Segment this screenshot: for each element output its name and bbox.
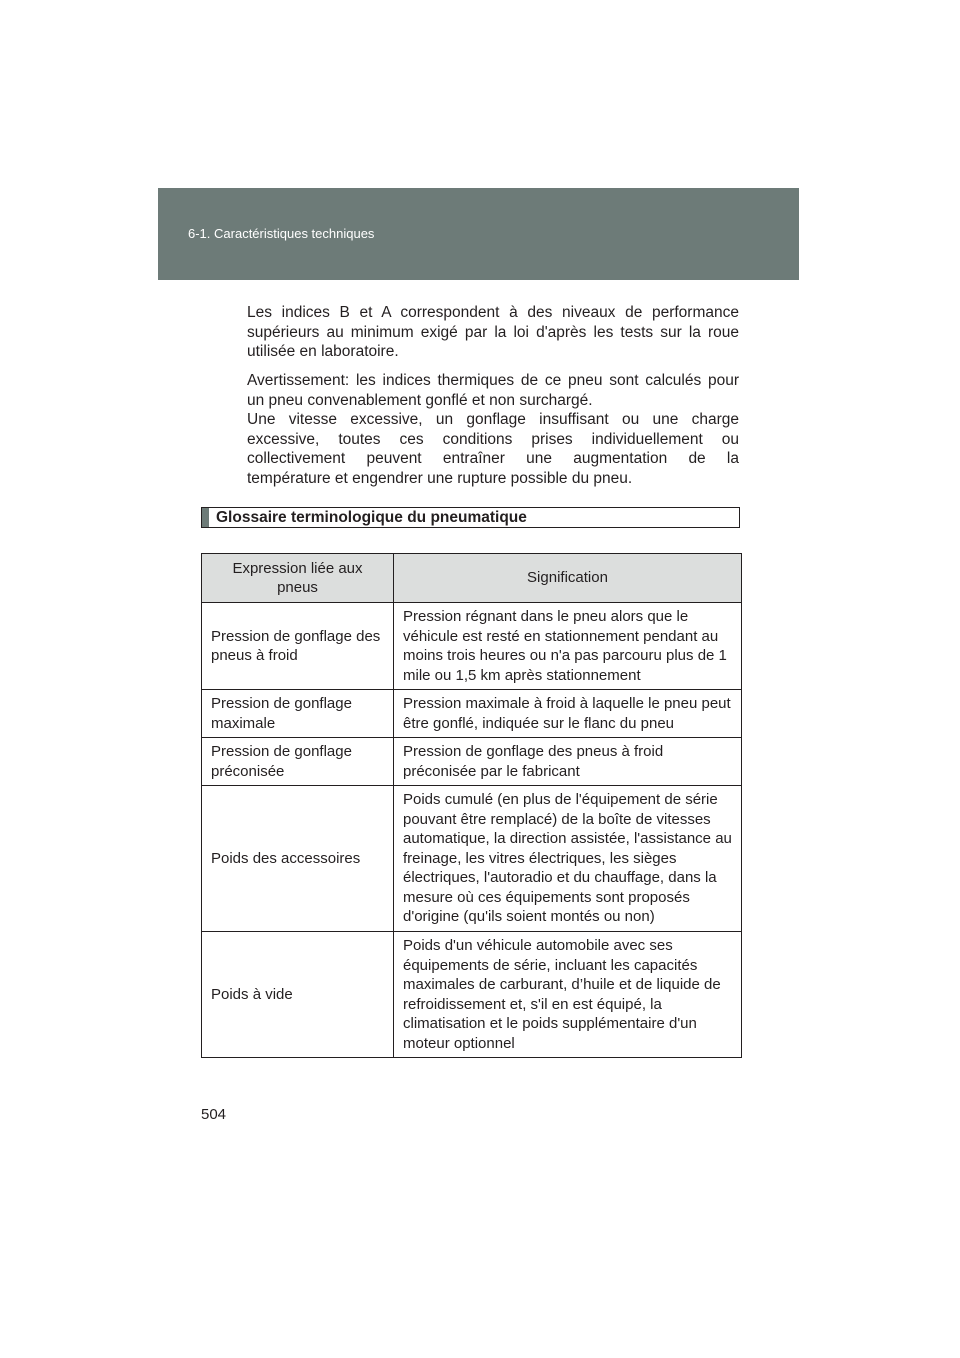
term-cell: Pression de gonflage préconisée: [202, 738, 394, 786]
text-line: collectivement peuvent entraîner une augmentation de la: [247, 450, 739, 467]
definition-cell: Poids d'un véhicule automobile avec ses équipements de série, incluant les capacités maximales de carburant, d’huile et de liquide de refroidissement et, s'il en est équipé, la climatisation et le poids supplémentaire d'un moteur optionnel: [394, 932, 742, 1058]
term-cell: Poids à vide: [202, 932, 394, 1058]
column-header-term: Expression liée aux pneus: [202, 554, 394, 603]
glossary-heading: [201, 507, 740, 528]
definition-cell: Pression régnant dans le pneu alors que le véhicule est resté en stationnement pendant au moins trois heures ou n'a pas parcouru plus de 1 mile ou 1,5 km après stationnement: [394, 603, 742, 690]
term-cell: Poids des accessoires: [202, 786, 394, 932]
column-header-meaning: Signification: [394, 554, 742, 603]
text-line: supérieurs au minimum exigé par la loi d'après les tests sur la roue: [247, 323, 739, 341]
paragraph-performance-indices: [247, 303, 739, 362]
text-line: Avertissement: les indices thermiques de ce pneu sont calculés pour: [247, 372, 739, 389]
text-line: température et engendrer une rupture possible du pneu.: [247, 469, 633, 487]
term-cell: Pression de gonflage maximale: [202, 690, 394, 738]
header-band: [158, 188, 799, 280]
definition-cell: Pression de gonflage des pneus à froid préconisée par le fabricant: [394, 738, 742, 786]
text-line: excessive, toutes ces conditions prises individuellement ou: [247, 430, 739, 448]
table-row: [202, 738, 742, 786]
table-header-row: [202, 554, 742, 603]
definition-cell: Poids cumulé (en plus de l'équipement de série pouvant être remplacé) de la boîte de vitesses automatique, la direction assistée, l'assistance au freinage, les vitres électriques, les sièges électriques, l'autoradio et du chauffage, dans la mesure où ces équipements sont proposés d'origine (qu'ils soient montés ou non): [394, 786, 742, 932]
paragraph-warning: [247, 371, 739, 488]
page-number: 504: [201, 1106, 227, 1123]
definition-cell: Pression maximale à froid à laquelle le pneu peut être gonflé, indiquée sur le flanc du pneu: [394, 690, 742, 738]
text-line: Une vitesse excessive, un gonflage insuffisant ou une charge: [247, 411, 739, 428]
glossary-heading-title: Glossaire terminologique du pneumatique: [216, 509, 527, 526]
table-row: [202, 690, 742, 738]
section-title: 6-1. Caractéristiques techniques: [188, 226, 375, 241]
term-cell: Pression de gonflage des pneus à froid: [202, 603, 394, 690]
text-line: utilisée en laboratoire.: [247, 343, 399, 360]
table-row: [202, 932, 742, 1058]
heading-accent-bar: [202, 508, 209, 527]
glossary-table: [201, 553, 742, 1058]
text-line: Les indices B et A correspondent à des niveaux de performance: [247, 304, 739, 321]
table-row: [202, 786, 742, 932]
table-row: [202, 603, 742, 690]
text-line: un pneu convenablement gonflé et non surchargé.: [247, 391, 593, 409]
